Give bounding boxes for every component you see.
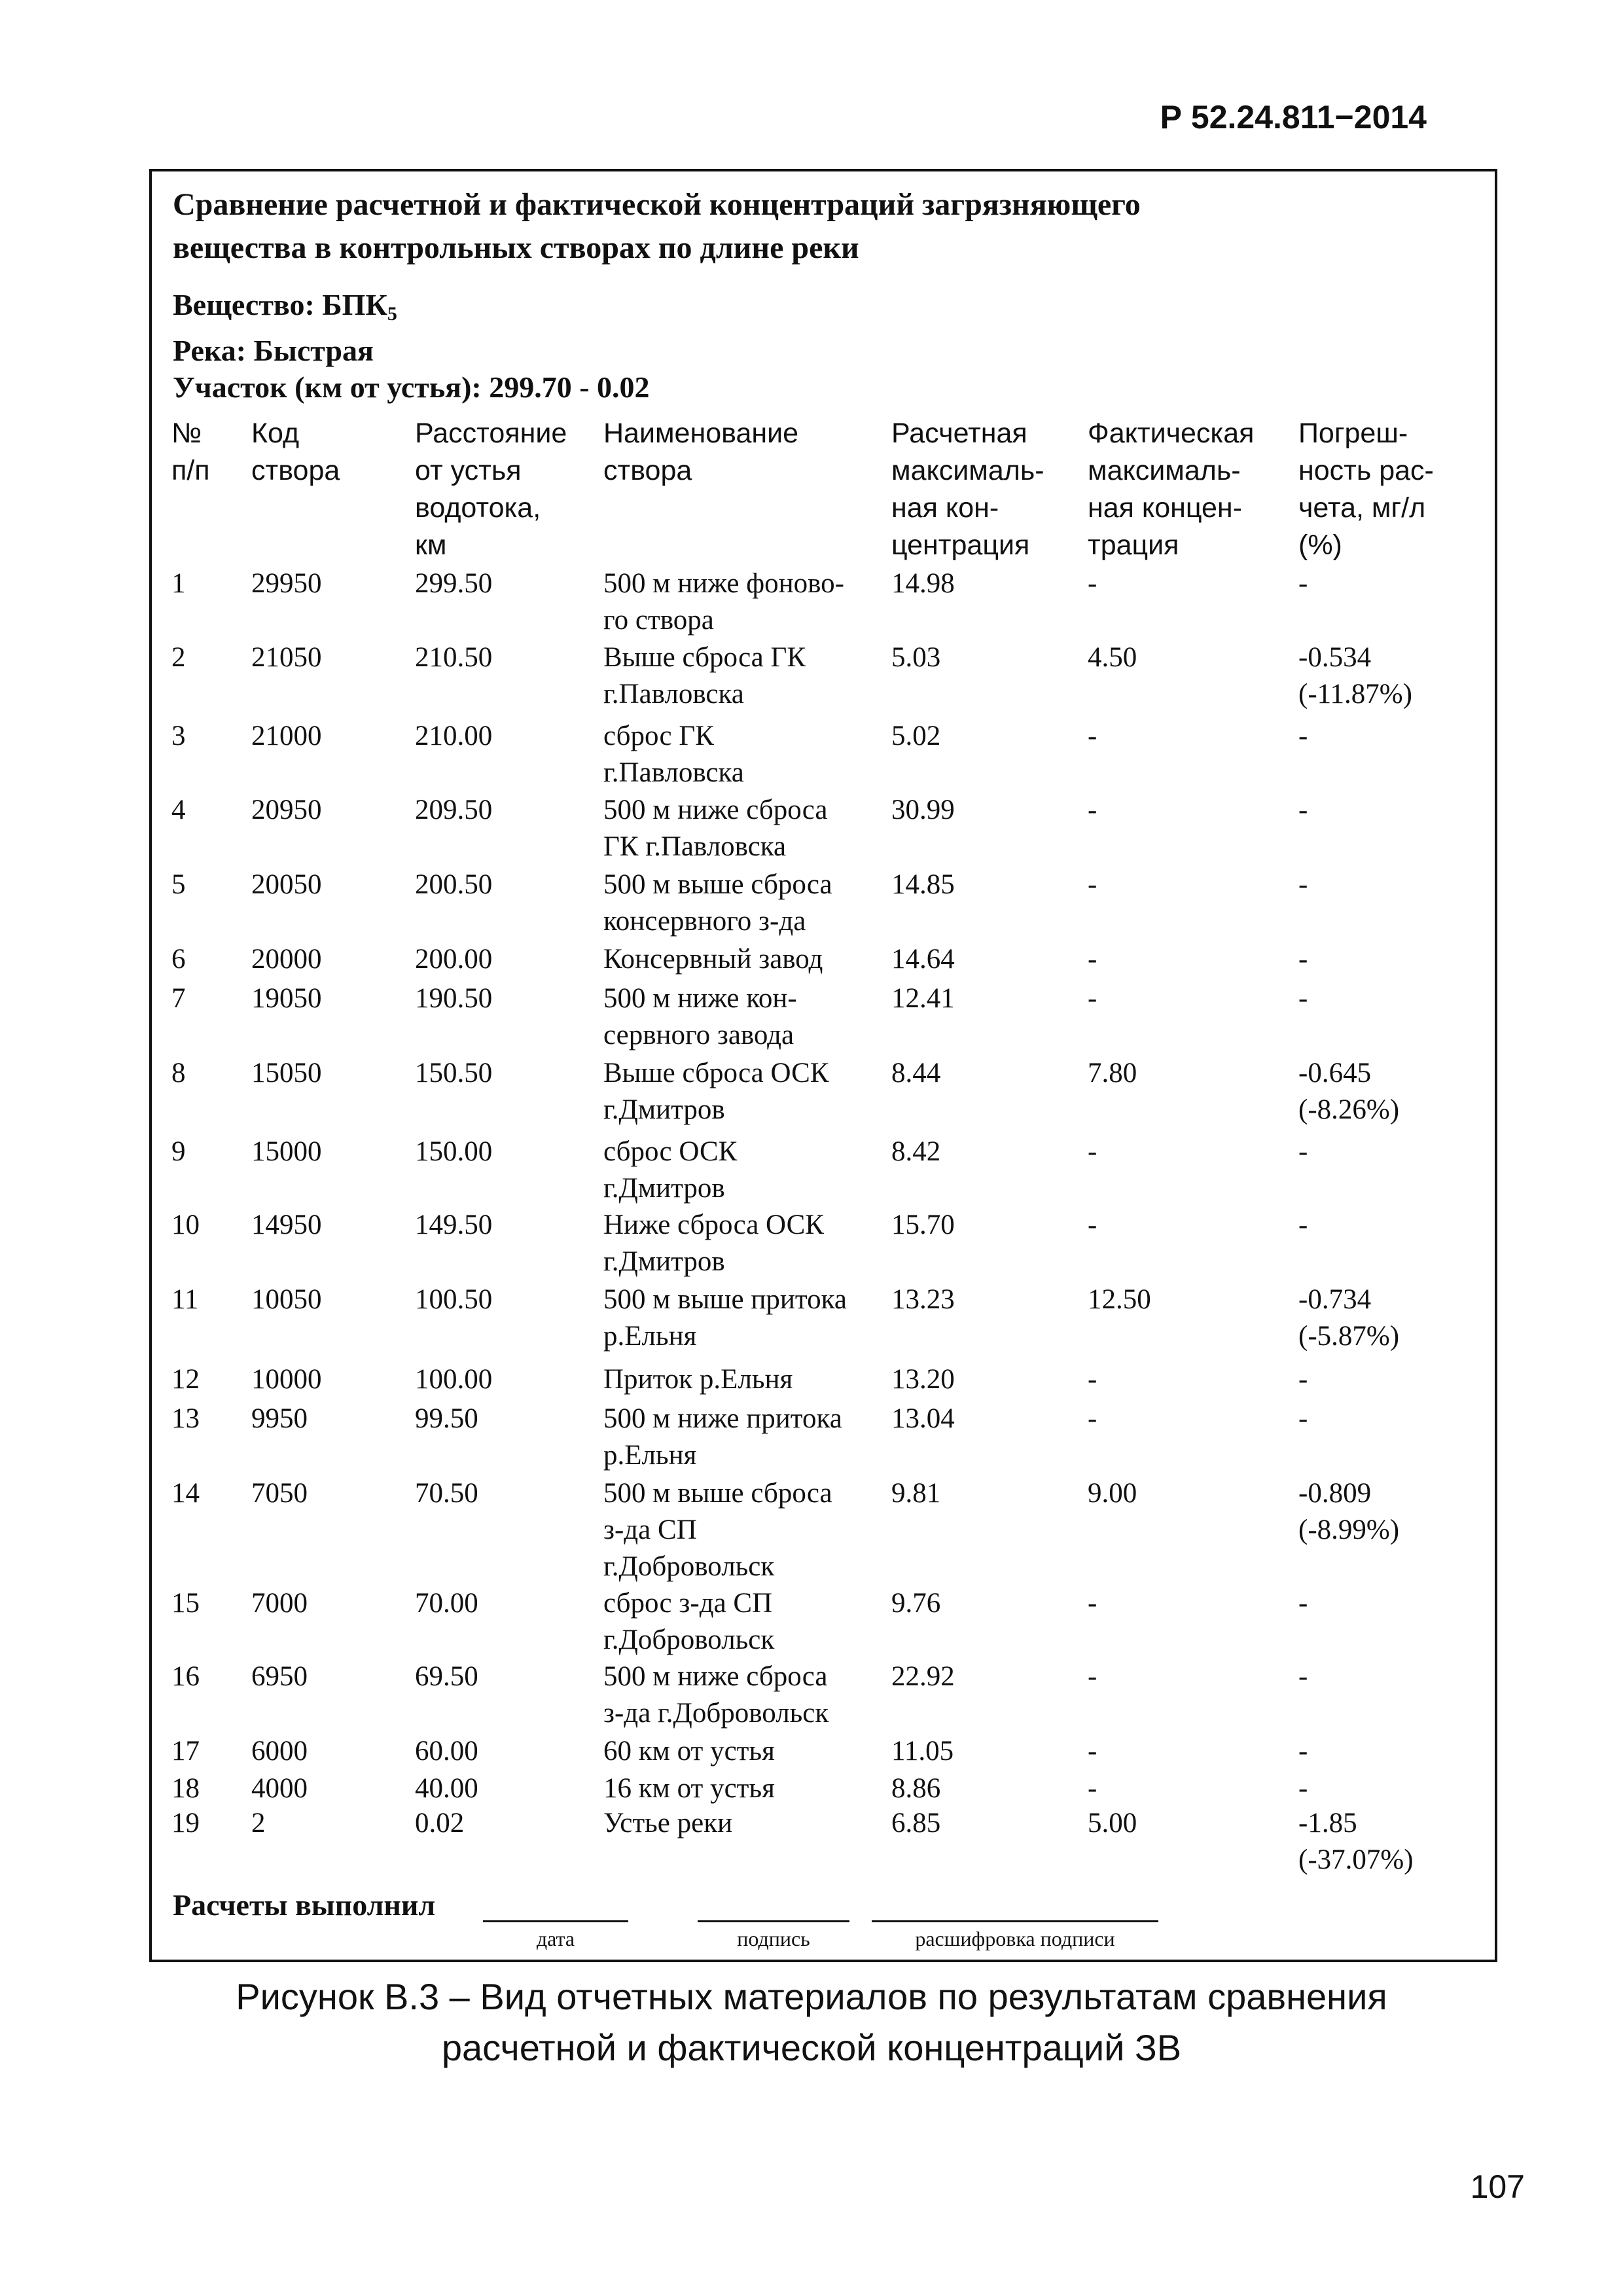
row-code: 6000 — [251, 1736, 308, 1767]
row-error: -0.809 (-8.99%) — [1298, 1478, 1400, 1545]
substance-subscript: 5 — [387, 303, 397, 325]
row-distance: 200.50 — [415, 869, 493, 900]
row-code: 21050 — [251, 642, 322, 673]
row-name: Выше сброса ОСК г.Дмитров — [603, 1058, 829, 1125]
row-code: 9950 — [251, 1403, 308, 1434]
row-name: 500 м ниже сброса ГК г.Павловска — [603, 795, 828, 862]
row-error: - — [1298, 1661, 1308, 1692]
row-number: 9 — [171, 1136, 186, 1167]
row-code: 7000 — [251, 1588, 308, 1619]
row-number: 8 — [171, 1058, 186, 1088]
row-distance: 200.00 — [415, 944, 493, 975]
row-actual: - — [1088, 721, 1097, 751]
row-distance: 210.00 — [415, 721, 493, 751]
report-title-line-2: вещества в контрольных створах по длине реки — [173, 230, 859, 265]
row-number: 14 — [171, 1478, 200, 1509]
row-calculated: 14.85 — [891, 869, 955, 900]
row-calculated: 30.99 — [891, 795, 955, 825]
row-calculated: 11.05 — [891, 1736, 954, 1767]
row-error: - — [1298, 1136, 1308, 1167]
row-distance: 40.00 — [415, 1773, 478, 1804]
row-calculated: 15.70 — [891, 1210, 955, 1240]
row-number: 10 — [171, 1210, 200, 1240]
row-actual: - — [1088, 1736, 1097, 1767]
row-actual: - — [1088, 1588, 1097, 1619]
row-error: - — [1298, 1210, 1308, 1240]
row-name: сброс з-да СП г.Добровольск — [603, 1588, 775, 1655]
page-number: 107 — [1470, 2168, 1525, 2205]
row-code: 20000 — [251, 944, 322, 975]
row-actual: - — [1088, 1403, 1097, 1434]
row-name: 500 м ниже притока р.Ельня — [603, 1403, 842, 1471]
signature-caption: подпись — [737, 1927, 810, 1950]
row-error: -1.85 (-37.07%) — [1298, 1808, 1414, 1875]
row-number: 4 — [171, 795, 186, 825]
river-line: Река: Быстрая — [173, 334, 374, 367]
row-actual: - — [1088, 869, 1097, 900]
row-name: 500 м ниже сброса з-да г.Добровольск — [603, 1661, 829, 1729]
header-number: № п/п — [171, 418, 210, 486]
row-actual: 9.00 — [1088, 1478, 1137, 1509]
row-calculated: 22.92 — [891, 1661, 955, 1692]
row-number: 15 — [171, 1588, 200, 1619]
decoding-line — [872, 1920, 1158, 1922]
row-calculated: 8.86 — [891, 1773, 941, 1804]
row-actual: - — [1088, 1364, 1097, 1395]
date-caption: дата — [536, 1927, 575, 1950]
row-name: Выше сброса ГК г.Павловска — [603, 642, 806, 709]
row-actual: 4.50 — [1088, 642, 1137, 673]
row-number: 16 — [171, 1661, 200, 1692]
row-code: 14950 — [251, 1210, 322, 1240]
row-calculated: 9.81 — [891, 1478, 941, 1509]
substance-label: Вещество: БПК — [173, 288, 387, 321]
row-calculated: 13.23 — [891, 1284, 955, 1315]
figure-caption — [0, 1971, 1623, 2073]
row-error: - — [1298, 1403, 1308, 1434]
row-number: 19 — [171, 1808, 200, 1839]
row-code: 20950 — [251, 795, 322, 825]
row-error: - — [1298, 721, 1308, 751]
row-error: - — [1298, 1773, 1308, 1804]
report-meta — [173, 287, 650, 406]
report-frame — [149, 169, 1497, 1962]
row-number: 7 — [171, 983, 186, 1014]
row-error: - — [1298, 568, 1308, 599]
signature-line — [698, 1920, 849, 1922]
row-distance: 69.50 — [415, 1661, 478, 1692]
header-name: Наименование створа — [603, 418, 799, 486]
row-name: Приток р.Ельня — [603, 1364, 793, 1395]
row-name: Консервный завод — [603, 944, 823, 975]
row-distance: 100.00 — [415, 1364, 493, 1395]
row-name: 16 км от устья — [603, 1773, 775, 1804]
report-title — [173, 183, 1469, 270]
row-distance: 70.00 — [415, 1588, 478, 1619]
row-error: - — [1298, 983, 1308, 1014]
row-distance: 209.50 — [415, 795, 493, 825]
row-code: 10050 — [251, 1284, 322, 1315]
section-line: Участок (км от устья): 299.70 - 0.02 — [173, 370, 650, 404]
row-actual: - — [1088, 1210, 1097, 1240]
row-error: - — [1298, 944, 1308, 975]
row-code: 29950 — [251, 568, 322, 599]
row-code: 21000 — [251, 721, 322, 751]
decoding-caption: расшифровка подписи — [915, 1927, 1115, 1950]
row-distance: 100.50 — [415, 1284, 493, 1315]
row-error: - — [1298, 1364, 1308, 1395]
row-calculated: 14.64 — [891, 944, 955, 975]
row-error: - — [1298, 795, 1308, 825]
row-number: 17 — [171, 1736, 200, 1767]
row-distance: 299.50 — [415, 568, 493, 599]
row-name: Ниже сброса ОСК г.Дмитров — [603, 1210, 824, 1277]
row-error: - — [1298, 869, 1308, 900]
row-actual: - — [1088, 795, 1097, 825]
row-code: 10000 — [251, 1364, 322, 1395]
row-actual: 12.50 — [1088, 1284, 1151, 1315]
row-calculated: 8.44 — [891, 1058, 941, 1088]
row-error: - — [1298, 1588, 1308, 1619]
row-calculated: 14.98 — [891, 568, 955, 599]
figure-caption-line-1: Рисунок В.3 – Вид отчетных материалов по результатам сравнения — [236, 1976, 1387, 2017]
row-code: 20050 — [251, 869, 322, 900]
header-distance: Расстояние от устья водотока, км — [415, 418, 567, 561]
row-name: 500 м выше сброса консервного з-да — [603, 869, 832, 937]
row-distance: 70.50 — [415, 1478, 478, 1509]
row-distance: 190.50 — [415, 983, 493, 1014]
row-calculated: 8.42 — [891, 1136, 941, 1167]
figure-caption-line-2: расчетной и фактической концентраций ЗВ — [441, 2027, 1182, 2068]
row-distance: 150.00 — [415, 1136, 493, 1167]
row-number: 1 — [171, 568, 186, 599]
row-name: сброс ГК г.Павловска — [603, 721, 744, 788]
row-number: 2 — [171, 642, 186, 673]
header-code: Код створа — [251, 418, 340, 486]
row-calculated: 12.41 — [891, 983, 955, 1014]
row-code: 4000 — [251, 1773, 308, 1804]
header-error: Погреш- ность рас- чета, мг/л (%) — [1298, 418, 1434, 561]
row-number: 13 — [171, 1403, 200, 1434]
row-error: -0.534 (-11.87%) — [1298, 642, 1412, 709]
row-distance: 150.50 — [415, 1058, 493, 1088]
table-header — [152, 415, 1495, 562]
row-actual: - — [1088, 1661, 1097, 1692]
row-error: - — [1298, 1736, 1308, 1767]
header-actual: Фактическая максималь- ная концен- трация — [1088, 418, 1255, 561]
row-code: 15050 — [251, 1058, 322, 1088]
row-number: 11 — [171, 1284, 199, 1315]
row-distance: 0.02 — [415, 1808, 465, 1839]
row-calculated: 13.04 — [891, 1403, 955, 1434]
row-number: 3 — [171, 721, 186, 751]
row-actual: - — [1088, 944, 1097, 975]
row-actual: - — [1088, 1136, 1097, 1167]
row-name: 500 м ниже кон- сервного завода — [603, 983, 797, 1050]
row-name: 500 м выше сброса з-да СП г.Добровольск — [603, 1478, 832, 1582]
row-name: сброс ОСК г.Дмитров — [603, 1136, 738, 1204]
row-number: 18 — [171, 1773, 200, 1804]
row-number: 6 — [171, 944, 186, 975]
date-line — [483, 1920, 628, 1922]
row-name: 60 км от устья — [603, 1736, 775, 1767]
row-code: 7050 — [251, 1478, 308, 1509]
row-code: 6950 — [251, 1661, 308, 1692]
row-calculated: 5.02 — [891, 721, 941, 751]
row-actual: - — [1088, 1773, 1097, 1804]
row-distance: 149.50 — [415, 1210, 493, 1240]
row-name: 500 м ниже фоново- го створа — [603, 568, 844, 636]
signature-label: Расчеты выполнил — [173, 1888, 436, 1922]
header-calculated: Расчетная максималь- ная кон- центрация — [891, 418, 1044, 561]
row-code: 15000 — [251, 1136, 322, 1167]
document-code: Р 52.24.811−2014 — [1160, 99, 1427, 135]
row-actual: 5.00 — [1088, 1808, 1137, 1839]
row-name: 500 м выше притока р.Ельня — [603, 1284, 847, 1352]
row-calculated: 9.76 — [891, 1588, 941, 1619]
row-actual: - — [1088, 568, 1097, 599]
row-actual: 7.80 — [1088, 1058, 1137, 1088]
row-actual: - — [1088, 983, 1097, 1014]
row-name: Устье реки — [603, 1808, 733, 1839]
substance-line — [173, 287, 650, 332]
row-code: 2 — [251, 1808, 266, 1839]
row-calculated: 13.20 — [891, 1364, 955, 1395]
row-distance: 210.50 — [415, 642, 493, 673]
row-number: 5 — [171, 869, 186, 900]
row-distance: 99.50 — [415, 1403, 478, 1434]
row-code: 19050 — [251, 983, 322, 1014]
row-calculated: 5.03 — [891, 642, 941, 673]
row-error: -0.645 (-8.26%) — [1298, 1058, 1400, 1125]
row-calculated: 6.85 — [891, 1808, 941, 1839]
row-error: -0.734 (-5.87%) — [1298, 1284, 1400, 1352]
row-number: 12 — [171, 1364, 200, 1395]
report-title-line-1: Сравнение расчетной и фактической концентраций загрязняющего — [173, 187, 1141, 222]
row-distance: 60.00 — [415, 1736, 478, 1767]
